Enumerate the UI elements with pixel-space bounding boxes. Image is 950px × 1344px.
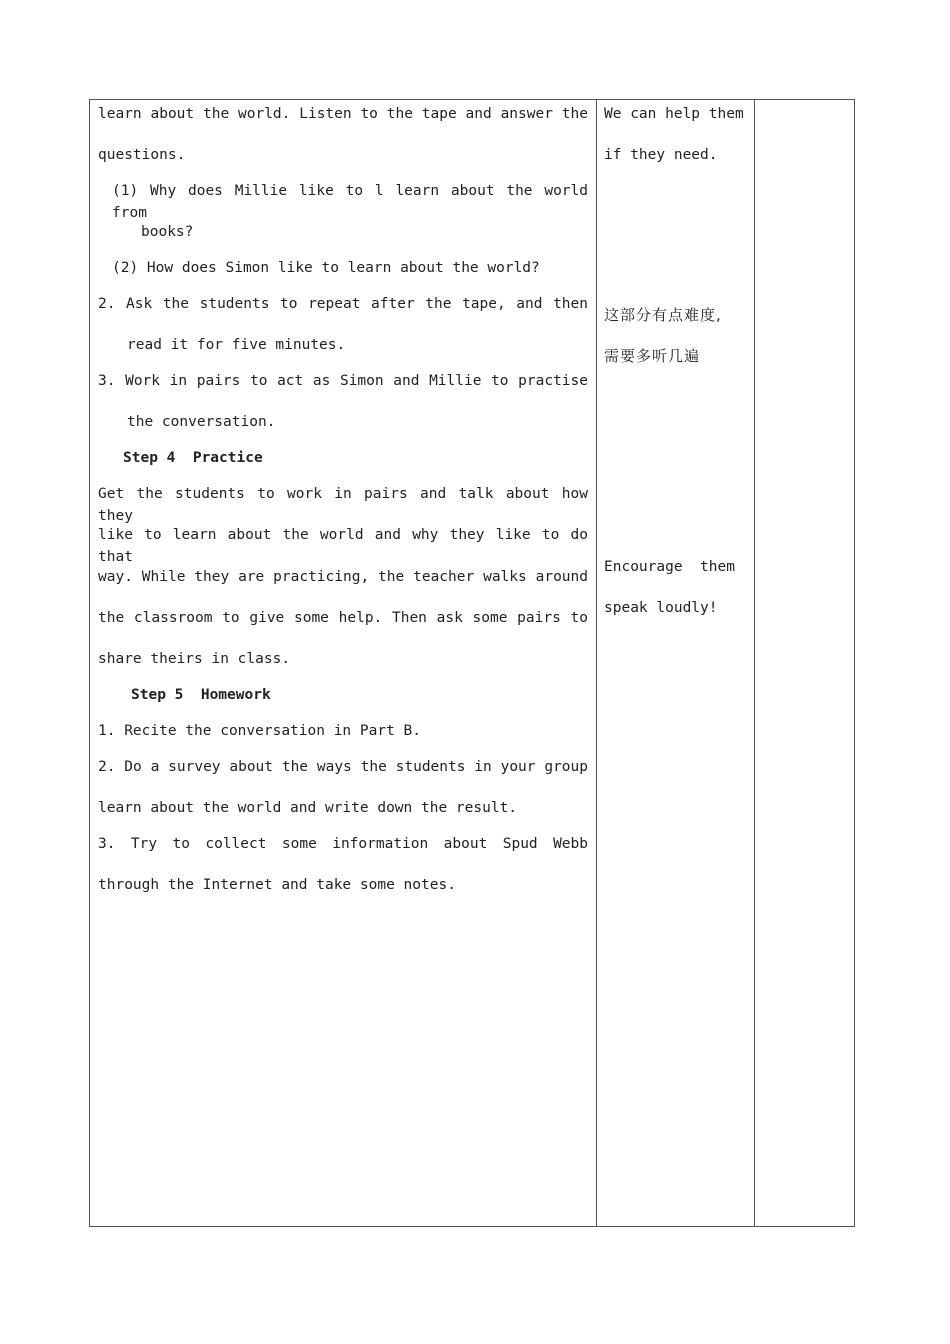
homework-line: 1. Recite the conversation in Part B. (98, 723, 422, 739)
procedure-line: 3. Work in pairs to act as Simon and Millie to practise (98, 373, 588, 389)
homework-line: learn about the world and write down the result. (98, 800, 518, 816)
column-divider-1 (596, 100, 597, 1226)
question-line: books? (141, 224, 194, 240)
note-line: 这部分有点难度, (604, 306, 722, 324)
note-line: We can help them (604, 106, 744, 122)
procedure-line: Get the students to work in pairs and talk about how they (98, 486, 588, 524)
lesson-plan-table (89, 99, 855, 1227)
procedure-line: questions. (98, 147, 186, 163)
procedure-line: 2. Ask the students to repeat after the tape, and then (98, 296, 588, 312)
step-5-heading: Step 5 Homework (131, 687, 271, 703)
empty-cell (756, 100, 854, 1226)
step-4-heading: Step 4 Practice (123, 450, 263, 466)
column-divider-2 (754, 100, 755, 1226)
homework-line: 3. Try to collect some information about Spud Webb (98, 836, 588, 852)
homework-line: through the Internet and take some notes. (98, 877, 456, 893)
note-line: Encourage them (604, 559, 735, 575)
procedure-line: like to learn about the world and why they like to do that (98, 527, 588, 565)
question-line: (2) How does Simon like to learn about the world? (112, 260, 540, 276)
question-line: (1) Why does Millie like to l learn about the world from (112, 183, 588, 221)
procedure-line: the conversation. (127, 414, 276, 430)
procedure-line: share theirs in class. (98, 651, 291, 667)
note-line: if they need. (604, 147, 718, 163)
procedure-line: read it for five minutes. (127, 337, 346, 353)
note-line: speak loudly! (604, 600, 718, 616)
note-line: 需要多听几遍 (604, 347, 701, 365)
procedure-line: the classroom to give some help. Then ask some pairs to (98, 610, 588, 626)
homework-line: 2. Do a survey about the ways the students in your group (98, 759, 588, 775)
procedure-line: learn about the world. Listen to the tape and answer the (98, 106, 588, 122)
procedure-line: way. While they are practicing, the teacher walks around (98, 569, 588, 585)
